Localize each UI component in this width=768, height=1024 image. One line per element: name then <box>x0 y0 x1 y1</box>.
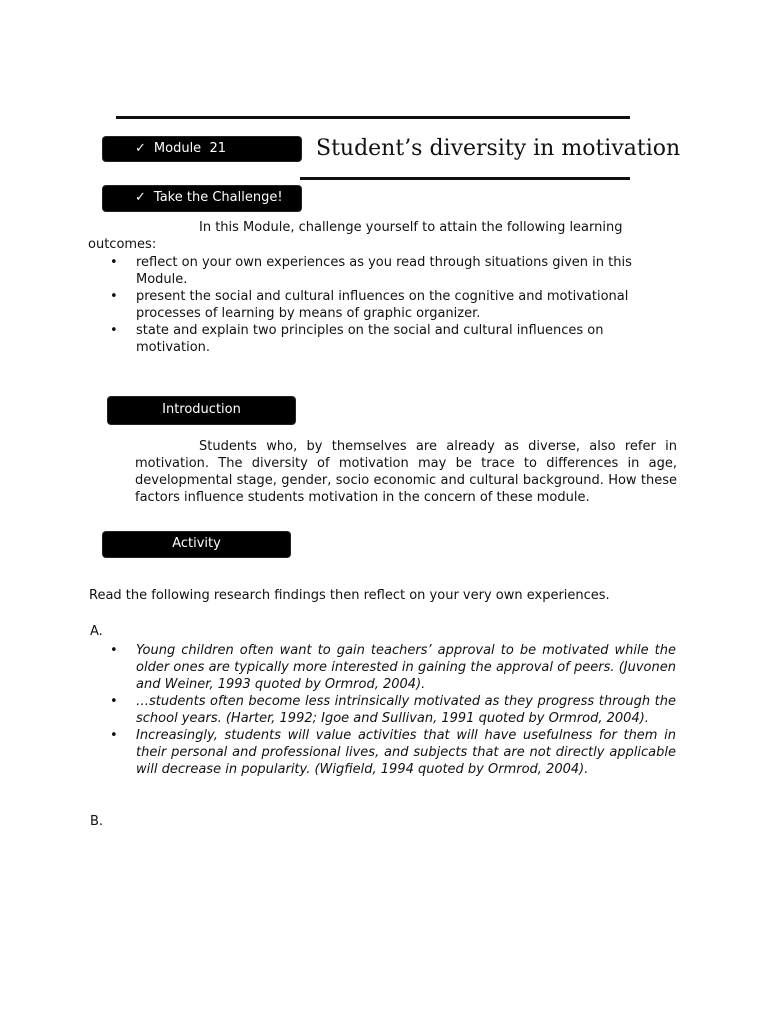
checkmark-icon: ✓ <box>135 190 146 205</box>
introduction-paragraph <box>135 438 677 506</box>
title-rule <box>300 177 630 180</box>
challenge-tag-label: Take the Challenge! <box>153 190 283 205</box>
list-item: • Increasingly, students will value activities that will have usefulness for them in their personal and professional lives, and subjects that are not directly applicable will decrease in popularity. (Wigfield, 1994 quoted by Ormrod, 2004). <box>110 727 676 778</box>
research-findings-list <box>110 642 676 778</box>
activity-tag-label: Activity <box>172 536 221 551</box>
checkmark-icon: ✓ <box>135 141 146 156</box>
list-item: • state and explain two principles on the social and cultural influences on motivation. <box>110 322 655 356</box>
introduction-tag-label: Introduction <box>162 402 241 417</box>
top-rule <box>116 116 630 119</box>
challenge-intro-line1: In this Module, challenge yourself to attain the following learning <box>199 220 623 235</box>
challenge-tag <box>103 186 301 211</box>
list-item: • …students often become less intrinsically motivated as they progress through the school years. (Harter, 1992; Igoe and Sullivan, 1991 quoted by Ormrod, 2004). <box>110 693 676 727</box>
introduction-tag <box>108 397 295 424</box>
activity-instruction: Read the following research findings then reflect on your very own experiences. <box>89 588 610 603</box>
section-a-label: A. <box>90 624 103 639</box>
list-item: • Young children often want to gain teachers’ approval to be motivated while the older ones are typically more interested in gaining the approval of peers. (Juvonen and Weiner, 1993 quoted by Ormrod, 2004). <box>110 642 676 693</box>
module-tag <box>103 137 301 161</box>
module-tag-label: Module 21 <box>153 141 226 156</box>
list-item: • present the social and cultural influences on the cognitive and motivational processes of learning by means of graphic organizer. <box>110 288 655 322</box>
introduction-text: Students who, by themselves are already as diverse, also refer in motivation. The diversity of motivation may be trace to differences in age, developmental stage, gender, socio economic and cultural background. How these factors influence students motivation in the concern of these module. <box>135 439 677 505</box>
section-b-label: B. <box>90 814 104 829</box>
page-title: Student’s diversity in motivation <box>316 136 681 161</box>
learning-outcomes-list <box>110 254 655 356</box>
activity-tag <box>103 532 290 557</box>
challenge-intro-line2: outcomes: <box>88 237 157 252</box>
list-item: • reflect on your own experiences as you read through situations given in this Module. <box>110 254 655 288</box>
